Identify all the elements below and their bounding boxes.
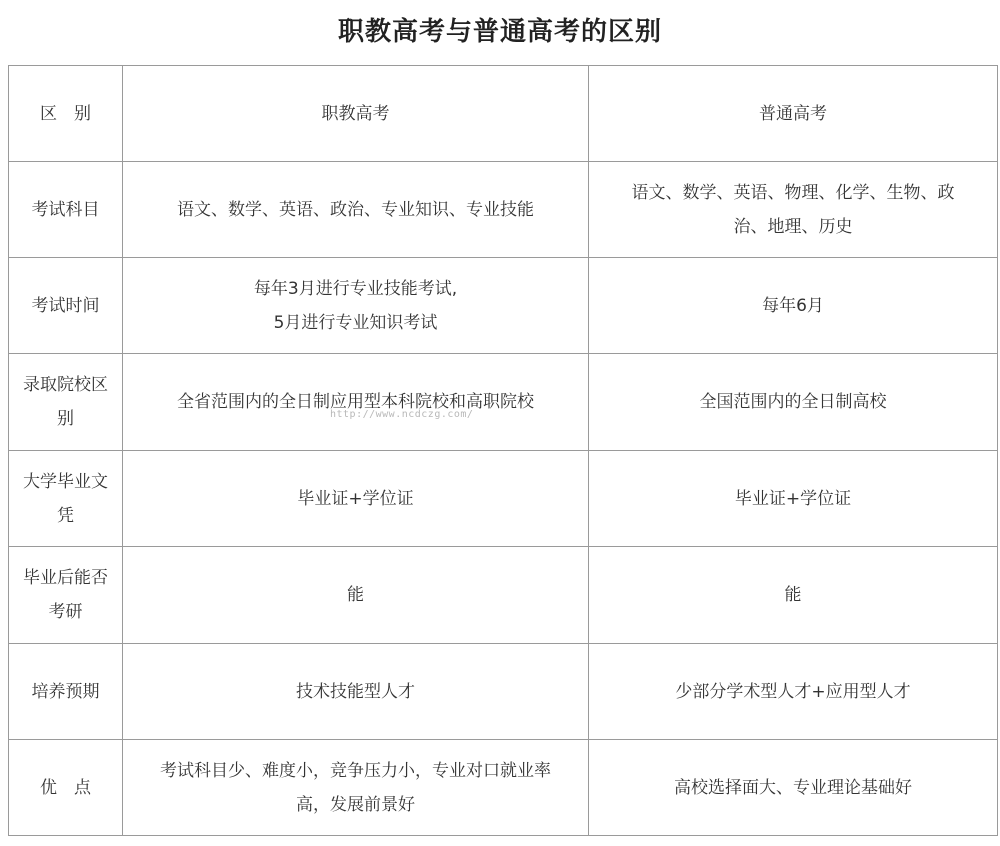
table-row bbox=[9, 740, 998, 836]
cell-line: 每年6月 bbox=[762, 295, 824, 316]
general-cell-exam-subjects bbox=[589, 162, 998, 258]
cell-line: 全省范围内的全日制应用型本科院校和高职院校 bbox=[177, 392, 534, 412]
row-label-postgraduate: 毕业后能否考研 bbox=[9, 547, 123, 644]
cell-line: 语文、数学、英语、政治、专业知识、专业技能 bbox=[177, 199, 534, 220]
row-label-advantages: 优 点 bbox=[9, 740, 123, 836]
page-title: 职教高考与普通高考的区别 bbox=[337, 17, 662, 47]
row-label-training-goal: 培养预期 bbox=[9, 644, 123, 740]
vocational-cell-training-goal bbox=[123, 644, 589, 740]
row-label-admission-schools: 录取院校区别 bbox=[9, 354, 123, 451]
header-general-cell: 普通高考 bbox=[589, 66, 998, 162]
general-cell-postgraduate bbox=[589, 547, 998, 644]
cell-line: 技术技能型人才 bbox=[296, 681, 415, 702]
vocational-cell-admission-schools bbox=[123, 354, 589, 451]
general-cell-exam-time bbox=[589, 258, 998, 354]
row-label-diploma: 大学毕业文凭 bbox=[9, 451, 123, 547]
table-row bbox=[9, 354, 998, 451]
header-vocational-cell: 职教高考 bbox=[123, 66, 589, 162]
cell-line: 高校选择面大、专业理论基础好 bbox=[674, 777, 912, 798]
general-cell-training-goal bbox=[589, 644, 998, 740]
row-label-exam-time: 考试时间 bbox=[9, 258, 123, 354]
general-cell-advantages bbox=[589, 740, 998, 836]
table-row bbox=[9, 547, 998, 644]
general-cell-admission-schools bbox=[589, 354, 998, 451]
vocational-cell-postgraduate bbox=[123, 547, 589, 644]
cell-line: 能 bbox=[347, 585, 364, 605]
vocational-cell-advantages bbox=[123, 740, 589, 836]
header-label-cell: 区 别 bbox=[9, 66, 123, 162]
cell-line: 每年3月进行专业技能考试, bbox=[253, 278, 458, 299]
cell-line: 高，发展前景好 bbox=[296, 794, 415, 815]
cell-line: 毕业证+学位证 bbox=[297, 488, 414, 509]
table-row bbox=[9, 451, 998, 547]
cell-line: 5月进行专业知识考试 bbox=[273, 312, 438, 333]
vocational-cell-diploma bbox=[123, 451, 589, 547]
cell-line: 考试科目少、难度小，竞争压力小，专业对口就业率 bbox=[160, 760, 551, 781]
cell-line: 全国范围内的全日制高校 bbox=[699, 392, 887, 412]
table-row bbox=[9, 162, 998, 258]
cell-line: 能 bbox=[784, 585, 802, 605]
row-label-exam-subjects: 考试科目 bbox=[9, 162, 123, 258]
cell-line: 少部分学术型人才+应用型人才 bbox=[675, 681, 911, 702]
watermark-url: http://www.ncdczg.com/ bbox=[330, 409, 474, 420]
table-header-row bbox=[9, 66, 998, 162]
vocational-cell-exam-time bbox=[123, 258, 589, 354]
comparison-table bbox=[8, 65, 998, 836]
general-cell-diploma bbox=[589, 451, 998, 547]
cell-line: 毕业证+学位证 bbox=[734, 488, 852, 509]
cell-line: 语文、数学、英语、物理、化学、生物、政 bbox=[631, 182, 955, 203]
cell-line: 治、地理、历史 bbox=[733, 216, 853, 237]
table-row bbox=[9, 258, 998, 354]
vocational-cell-exam-subjects bbox=[123, 162, 589, 258]
table-row bbox=[9, 644, 998, 740]
